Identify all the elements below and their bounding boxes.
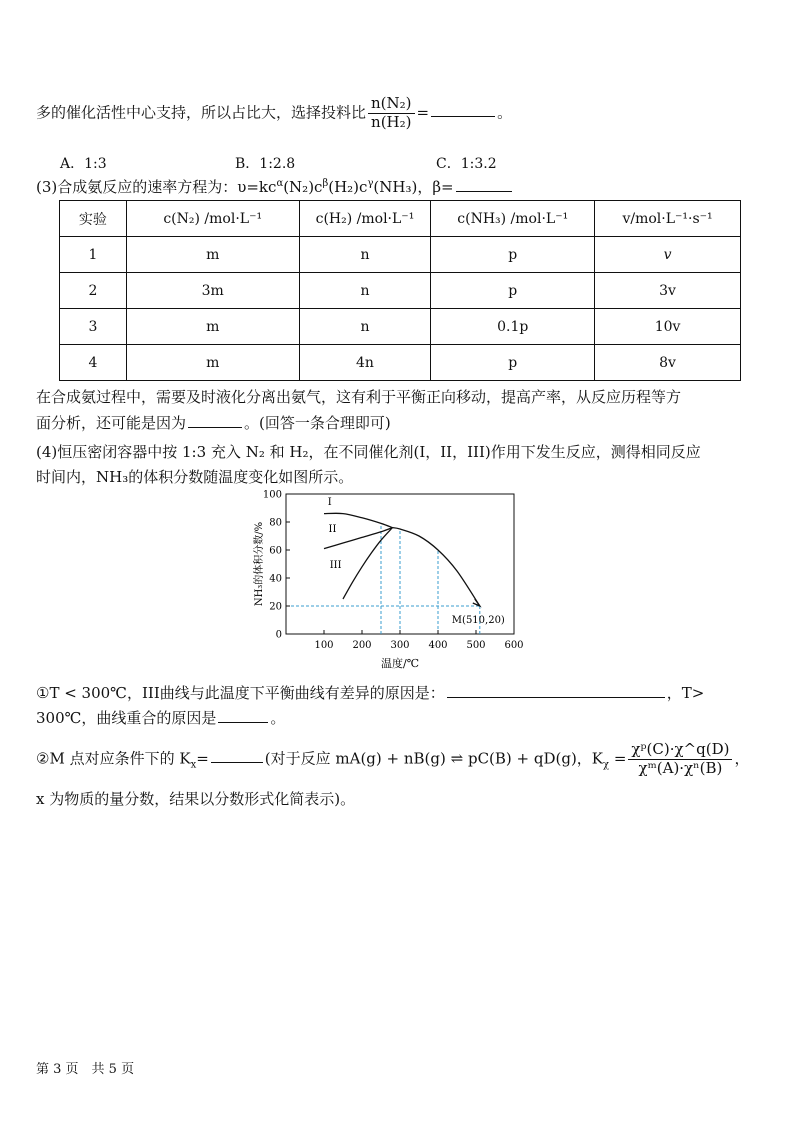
rate-data-table [59, 200, 741, 381]
kchi-denominator: χᵐ(A)·χⁿ(B) [638, 758, 723, 777]
y-tick-label: 0 [275, 629, 282, 641]
answer-blank-difference[interactable] [447, 696, 665, 698]
table-cell: 3v [595, 273, 741, 309]
table-header-row [60, 201, 741, 237]
curve-shared [392, 528, 479, 606]
table-cell: n [299, 309, 431, 345]
exp-alpha: α [276, 178, 284, 189]
rate-equation-line [36, 176, 514, 197]
x-tick-label: 100 [314, 640, 334, 651]
table-cell: 10v [595, 309, 741, 345]
table-cell: 3 [60, 309, 127, 345]
table-cell: v [595, 237, 741, 273]
line-end-period: 。 [497, 103, 513, 122]
header-c-n2: c(N₂) /mol·L⁻¹ [126, 201, 299, 237]
series-label-ii: II [328, 523, 337, 535]
option-a[interactable]: A．1:3 [60, 156, 107, 172]
kx-equals: = [196, 749, 209, 768]
x-tick-label: 400 [428, 640, 448, 651]
ratio-fraction [368, 96, 415, 131]
table-cell: 3m [126, 273, 299, 309]
curve-iii [343, 528, 392, 599]
kchi-equals: = [609, 749, 627, 768]
kchi-fraction [628, 742, 732, 777]
answer-blank-kx[interactable] [211, 761, 263, 763]
y-tick-label: 60 [269, 545, 282, 557]
y-tick-label: 40 [269, 573, 282, 585]
rate-n2: (N₂)c [283, 178, 323, 196]
table-cell: p [431, 345, 595, 381]
ratio-denominator: n(H₂) [371, 112, 412, 131]
x-axis-label: 温度/℃ [380, 657, 420, 670]
table-cell: p [431, 273, 595, 309]
x-tick-label: 200 [352, 640, 372, 651]
exp-gamma: γ [367, 178, 374, 189]
header-c-nh3: c(NH₃) /mol·L⁻¹ [431, 201, 595, 237]
kx-subscript: x [190, 759, 197, 771]
y-tick-label: 100 [262, 489, 282, 501]
table-cell: m [126, 237, 299, 273]
paragraph-line-1: 在合成氨过程中，需要及时液化分离出氨气，这有利于平衡正向移动，提高产率，从反应历程等方 [36, 388, 682, 406]
option-c[interactable]: C．1:3.2 [436, 156, 497, 172]
x-tick-label: 600 [504, 640, 524, 651]
table-cell: 2 [60, 273, 127, 309]
part4-line-1: (4)恒压密闭容器中按 1:3 充入 N₂ 和 H₂，在不同催化剂(I，II，III)作用下发生反应，测得相同反应 [36, 443, 701, 461]
table-cell: p [431, 237, 595, 273]
question-1-text-end: ，T> [666, 684, 705, 702]
question-1-line-2-text: 300℃，曲线重合的原因是 [36, 709, 217, 727]
rate-nh3: (NH₃)，β= [373, 178, 454, 196]
table-cell: m [126, 309, 299, 345]
option-b[interactable]: B．1:2.8 [235, 156, 296, 172]
paragraph-line-2-end: 。(回答一条合理即可) [244, 414, 391, 432]
table-row [60, 309, 741, 345]
ratio-question-text: 多的催化活性中心支持，所以占比大，选择投料比 [36, 103, 367, 122]
kchi-numerator: χᵖ(C)·χ^q(D) [628, 742, 732, 760]
table-cell: 1 [60, 237, 127, 273]
table-cell: 0.1p [431, 309, 595, 345]
question-2-line-1 [36, 742, 749, 777]
question-2-line-2: x 为物质的量分数，结果以分数形式化简表示)。 [36, 790, 356, 808]
table-row [60, 345, 741, 381]
x-tick-label: 500 [466, 640, 486, 651]
paragraph-line-2 [36, 412, 391, 433]
question-1-line-1 [36, 682, 704, 703]
table-cell: m [126, 345, 299, 381]
table-row [60, 237, 741, 273]
ratio-numerator: n(N₂) [368, 96, 415, 114]
table-row [60, 273, 741, 309]
question-2-reaction-text: (对于反应 mA(g) + nB(g) ⇌ pC(B) + qD(g)，K [264, 749, 604, 768]
question-1-text: ①T < 300℃，III曲线与此温度下平衡曲线有差异的原因是： [36, 684, 445, 702]
page-footer: 第 3 页 共 5 页 [36, 1062, 135, 1077]
table-cell: 4 [60, 345, 127, 381]
ratio-equals: = [416, 103, 430, 122]
table-cell: 8v [595, 345, 741, 381]
table-cell: 4n [299, 345, 431, 381]
rate-equation-prefix: (3)合成氨反应的速率方程为：υ=kc [36, 178, 277, 196]
y-tick-label: 80 [269, 517, 282, 529]
question-1-line-2-end: 。 [270, 709, 286, 727]
question-1-line-2 [36, 707, 285, 728]
curve-arrow-head [473, 599, 480, 606]
nh3-temperature-chart [248, 483, 538, 673]
answer-blank-overlap[interactable] [218, 721, 268, 723]
point-m-label: M(510,20) [451, 615, 505, 626]
text-line-ratio [36, 96, 512, 131]
part4-line-2: 时间内，NH₃的体积分数随温度变化如图所示。 [36, 468, 354, 486]
x-tick-label: 300 [390, 640, 410, 651]
y-axis-label: NH₃的体积分数/% [254, 521, 265, 607]
kchi-subscript: χ [603, 759, 610, 771]
rate-h2: (H₂)c [328, 178, 368, 196]
header-c-h2: c(H₂) /mol·L⁻¹ [299, 201, 431, 237]
question-2-line-end: ， [734, 749, 750, 768]
answer-blank-ratio[interactable] [431, 115, 495, 117]
answer-blank-reason[interactable] [188, 426, 242, 428]
table-cell: n [299, 237, 431, 273]
question-2-kx-label: ②M 点对应条件下的 K [36, 749, 191, 768]
paragraph-line-2-text: 面分析，还可能是因为 [36, 414, 187, 432]
header-experiment: 实验 [60, 201, 127, 237]
table-cell: n [299, 273, 431, 309]
exp-beta: β [322, 178, 329, 189]
series-label-iii: III [329, 560, 342, 572]
answer-blank-beta[interactable] [456, 190, 512, 192]
series-label-i: I [327, 497, 332, 509]
y-tick-label: 20 [269, 601, 282, 613]
header-rate: v/mol·L⁻¹·s⁻¹ [595, 201, 741, 237]
